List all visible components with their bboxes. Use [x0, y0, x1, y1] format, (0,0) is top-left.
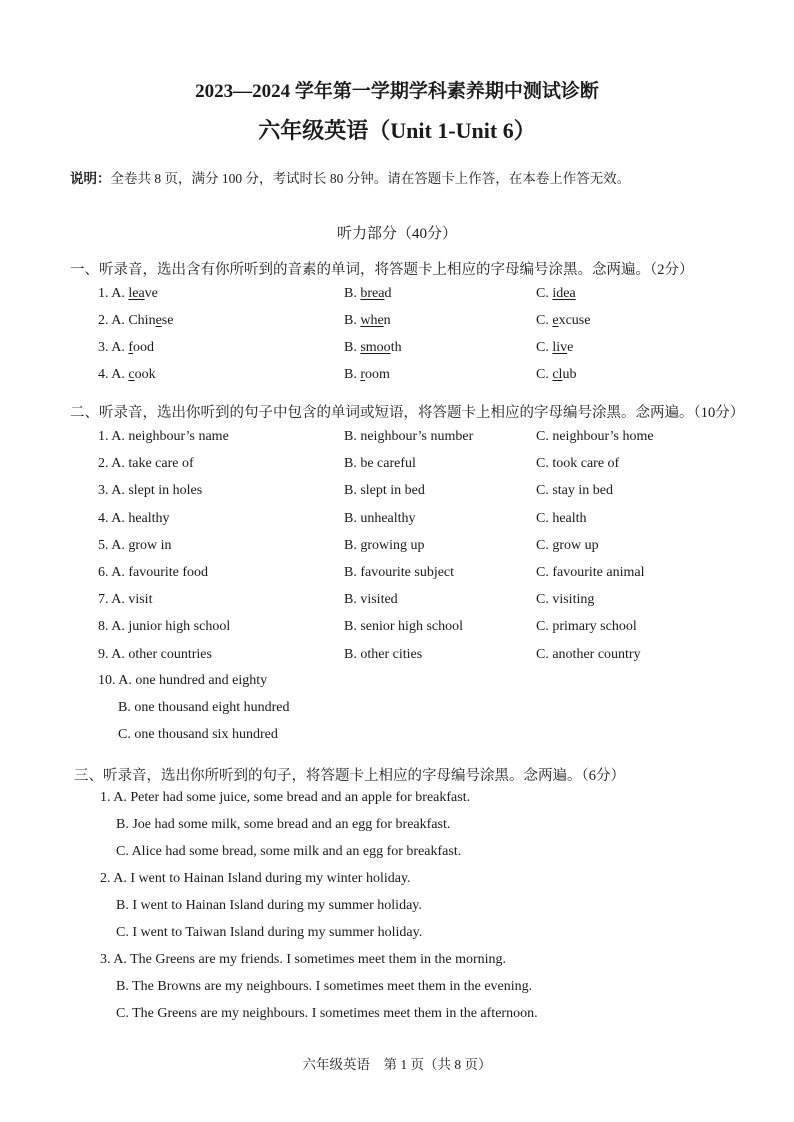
option-a: 4. A. cook	[98, 367, 156, 382]
option-c: C. club	[536, 367, 577, 382]
question-option-a: 3. A. The Greens are my friends. I sometimes meet them in the morning.	[100, 952, 507, 967]
option-b: B. neighbour’s number	[344, 429, 474, 444]
underlined-phoneme: lea	[128, 286, 145, 301]
option-b: B. when	[344, 313, 391, 328]
underlined-phoneme: idea	[552, 286, 576, 301]
q10-option-b: B. one thousand eight hundred	[118, 700, 290, 715]
exam-subtitle: 六年级英语（Unit 1-Unit 6）	[258, 118, 536, 143]
option-c: C. excuse	[536, 313, 591, 328]
question-option: C. The Greens are my neighbours. I sometimes meet them in the afternoon.	[116, 1006, 538, 1021]
option-a: 1. A. neighbour’s name	[98, 429, 229, 444]
underlined-phoneme: e	[552, 313, 559, 328]
underlined-phoneme: whe	[360, 313, 384, 328]
option-c: C. favourite animal	[536, 565, 645, 580]
option-c: C. stay in bed	[536, 483, 613, 499]
option-a: 2. A. take care of	[98, 456, 194, 472]
question-option: B. Joe had some milk, some bread and an egg for breakfast.	[116, 817, 451, 832]
option-b: B. unhealthy	[344, 510, 416, 526]
option-c: C. another country	[536, 646, 641, 662]
option-b: B. bread	[344, 286, 392, 301]
option-b: B. other cities	[344, 646, 423, 662]
underlined-phoneme: e	[155, 313, 162, 328]
underlined-phoneme: cl	[552, 367, 563, 382]
exam-instructions	[70, 167, 630, 187]
section1-instruction: 一、听录音，选出含有你所听到的音素的单词，将答题卡上相应的字母编号涂黑。念两遍。（2分）	[70, 262, 694, 278]
underlined-phoneme: liv	[552, 340, 568, 355]
option-b: B. growing up	[344, 537, 425, 553]
option-c: C. primary school	[536, 619, 637, 635]
option-b: B. room	[344, 367, 390, 382]
underlined-phoneme: c	[128, 367, 135, 382]
option-a: 8. A. junior high school	[98, 619, 231, 635]
q10-option-c: C. one thousand six hundred	[118, 727, 278, 742]
option-c: C. neighbour’s home	[536, 429, 654, 444]
note-label: 说明：	[70, 171, 111, 186]
option-a: 3. A. food	[98, 340, 155, 355]
question-option-a: 1. A. Peter had some juice, some bread and an apple for breakfast.	[100, 790, 471, 805]
underlined-phoneme: f	[128, 340, 134, 355]
option-c: C. grow up	[536, 537, 599, 553]
option-c: C. health	[536, 510, 587, 526]
option-c: C. live	[536, 340, 574, 355]
option-c: C. took care of	[536, 456, 620, 472]
option-a: 4. A. healthy	[98, 510, 170, 526]
section3-instruction: 三、听录音，选出你所听到的句子，将答题卡上相应的字母编号涂黑。念两遍。（6分）	[74, 768, 625, 784]
option-b: B. slept in bed	[344, 483, 425, 499]
option-a: 5. A. grow in	[98, 537, 172, 553]
option-b: B. favourite subject	[344, 565, 455, 580]
question-option: C. Alice had some bread, some milk and an egg for breakfast.	[116, 844, 462, 859]
option-a: 1. A. leave	[98, 286, 158, 301]
section2-instruction: 二、听录音，选出你听到的句子中包含的单词或短语，将答题卡上相应的字母编号涂黑。念两遍。（10分）	[70, 405, 745, 421]
question-option: B. I went to Hainan Island during my summer holiday.	[116, 898, 422, 913]
exam-title: 2023—2024 学年第一学期学科素养期中测试诊断	[195, 81, 599, 102]
note-text: 全卷共 8 页，满分 100 分，考试时长 80 分钟。请在答题卡上作答，在本卷上作答无效。	[110, 171, 631, 186]
question-option-a: 2. A. I went to Hainan Island during my winter holiday.	[100, 871, 411, 886]
option-c: C. visiting	[536, 592, 595, 608]
question-option: B. The Browns are my neighbours. I sometimes meet them in the evening.	[116, 979, 533, 994]
option-a: 3. A. slept in holes	[98, 483, 203, 499]
q10-option-a: 10. A. one hundred and eighty	[98, 673, 268, 688]
option-b: B. visited	[344, 592, 398, 608]
option-a: 2. A. Chinese	[98, 313, 174, 328]
option-b: B. smooth	[344, 340, 402, 355]
part-title: 听力部分（40分）	[336, 226, 457, 242]
option-a: 7. A. visit	[98, 592, 153, 608]
option-c: C. idea	[536, 286, 576, 301]
underlined-phoneme: smoo	[360, 340, 391, 355]
option-b: B. be careful	[344, 456, 416, 472]
underlined-phoneme: r	[360, 367, 366, 382]
question-option: C. I went to Taiwan Island during my summer holiday.	[116, 925, 423, 940]
option-b: B. senior high school	[344, 619, 463, 635]
page-footer: 六年级英语 第 1 页（共 8 页）	[302, 1057, 492, 1072]
option-a: 6. A. favourite food	[98, 565, 209, 580]
underlined-phoneme: brea	[360, 286, 385, 301]
option-a: 9. A. other countries	[98, 646, 212, 662]
